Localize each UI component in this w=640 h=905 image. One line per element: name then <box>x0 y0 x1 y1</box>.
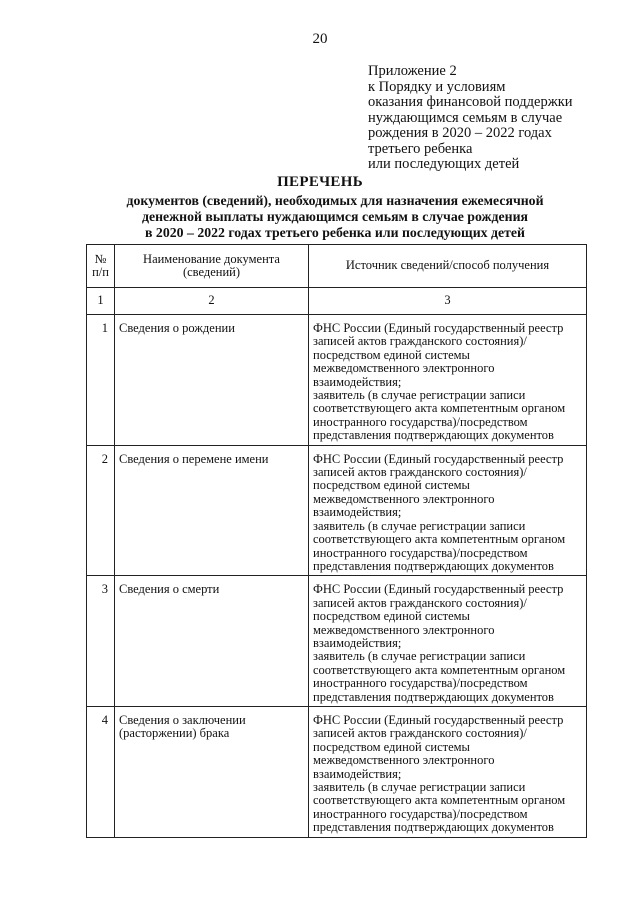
source-line: представления подтверждающих документов <box>313 820 554 835</box>
source-line: иностранного государства)/посредством <box>313 806 528 821</box>
source-line: иностранного государства)/посредством <box>313 676 528 691</box>
header-name-line: Наименование документа <box>143 251 280 266</box>
source-line: представления подтверждающих документов <box>313 558 554 573</box>
source-line: ФНС России (Единый государственный реестр <box>313 712 564 727</box>
source-line: соответствующего акта компетентным органом <box>313 532 566 547</box>
source-line: записей актов гражданского состояния)/ <box>313 465 527 480</box>
header-source-line: Источник сведений/способ получения <box>345 258 550 273</box>
row-source <box>309 706 587 837</box>
source-line: посредством единой системы <box>313 347 470 362</box>
source-line: записей актов гражданского состояния)/ <box>313 726 527 741</box>
document-name-line: Сведения о рождении <box>119 321 235 335</box>
source-line: межведомственного электронного <box>313 753 495 768</box>
source-line: взаимодействия; <box>313 505 402 520</box>
table-row <box>87 445 587 576</box>
row-source <box>309 445 587 576</box>
row-document-name <box>115 315 309 446</box>
document-name-line: Сведения о смерти <box>119 582 220 597</box>
header-number-line: п/п <box>92 265 109 279</box>
source-line: заявитель (в случае регистрации записи <box>313 388 526 403</box>
appendix-line: или последующих детей <box>368 156 520 172</box>
table-row <box>87 706 587 837</box>
row-document-name <box>115 445 309 576</box>
document-name-line: (расторжении) брака <box>119 726 230 741</box>
source-line: соответствующего акта компетентным органом <box>313 793 566 808</box>
table-row <box>87 315 587 446</box>
column-number-row <box>87 288 587 315</box>
documents-table <box>86 244 587 838</box>
header-source <box>309 245 587 288</box>
appendix-line: третьего ребенка <box>368 140 473 157</box>
row-document-name <box>115 706 309 837</box>
source-line: посредством единой системы <box>313 478 470 493</box>
row-number: 3 <box>87 576 115 707</box>
document-subtitle <box>80 193 590 241</box>
source-line: межведомственного электронного <box>313 622 495 637</box>
source-line: заявитель (в случае регистрации записи <box>313 780 526 794</box>
row-source <box>309 315 587 446</box>
header-name <box>115 245 309 288</box>
subtitle-line: денежной выплаты нуждающимся семьям в случае рождения <box>141 209 529 224</box>
source-line: межведомственного электронного <box>313 491 495 506</box>
source-line: представления подтверждающих документов <box>313 428 554 443</box>
source-line: посредством единой системы <box>313 739 470 754</box>
appendix-line: рождения в 2020 – 2022 годах <box>368 125 552 141</box>
document-name-line: Сведения о заключении <box>119 712 246 727</box>
source-line: ФНС России (Единый государственный реестр <box>313 451 564 466</box>
document-title: ПЕРЕЧЕНЬ <box>277 174 363 190</box>
column-number: 2 <box>115 288 309 315</box>
column-number: 3 <box>309 288 587 315</box>
subtitle-line: документов (сведений), необходимых для назначения ежемесячной <box>126 193 544 208</box>
source-line: взаимодействия; <box>313 635 402 650</box>
table-header-row <box>87 245 587 288</box>
appendix-line: Приложение 2 <box>368 63 457 79</box>
row-document-name <box>115 576 309 707</box>
row-number: 1 <box>87 315 115 446</box>
header-name-line: (сведений) <box>182 265 241 279</box>
source-line: соответствующего акта компетентным органом <box>313 662 566 677</box>
appendix-line: нуждающимся семьям в случае <box>368 109 563 126</box>
source-line: иностранного государства)/посредством <box>313 545 528 560</box>
page-number: 20 <box>312 31 328 47</box>
column-number: 1 <box>87 288 115 315</box>
source-line: записей актов гражданского состояния)/ <box>313 334 527 349</box>
row-number: 2 <box>87 445 115 576</box>
appendix-line: к Порядку и условиям <box>368 78 506 95</box>
source-line: межведомственного электронного <box>313 361 495 376</box>
source-line: посредством единой системы <box>313 609 470 624</box>
source-line: соответствующего акта компетентным органом <box>313 401 566 416</box>
header-number <box>87 245 115 288</box>
source-line: заявитель (в случае регистрации записи <box>313 649 526 664</box>
source-line: взаимодействия; <box>313 374 402 389</box>
source-line: иностранного государства)/посредством <box>313 414 528 429</box>
source-line: ФНС России (Единый государственный реестр <box>313 321 564 335</box>
table-row <box>87 576 587 707</box>
row-source <box>309 576 587 707</box>
source-line: представления подтверждающих документов <box>313 689 554 704</box>
source-line: взаимодействия; <box>313 766 402 781</box>
subtitle-line: в 2020 – 2022 годах третьего ребенка или последующих детей <box>145 225 525 240</box>
header-number-line: № <box>94 251 107 266</box>
source-line: записей актов гражданского состояния)/ <box>313 595 527 610</box>
appendix-block <box>368 64 628 173</box>
appendix-line: оказания финансовой поддержки <box>368 94 573 110</box>
row-number: 4 <box>87 706 115 837</box>
source-line: заявитель (в случае регистрации записи <box>313 518 526 533</box>
source-line: ФНС России (Единый государственный реестр <box>313 582 564 597</box>
document-name-line: Сведения о перемене имени <box>119 451 269 466</box>
